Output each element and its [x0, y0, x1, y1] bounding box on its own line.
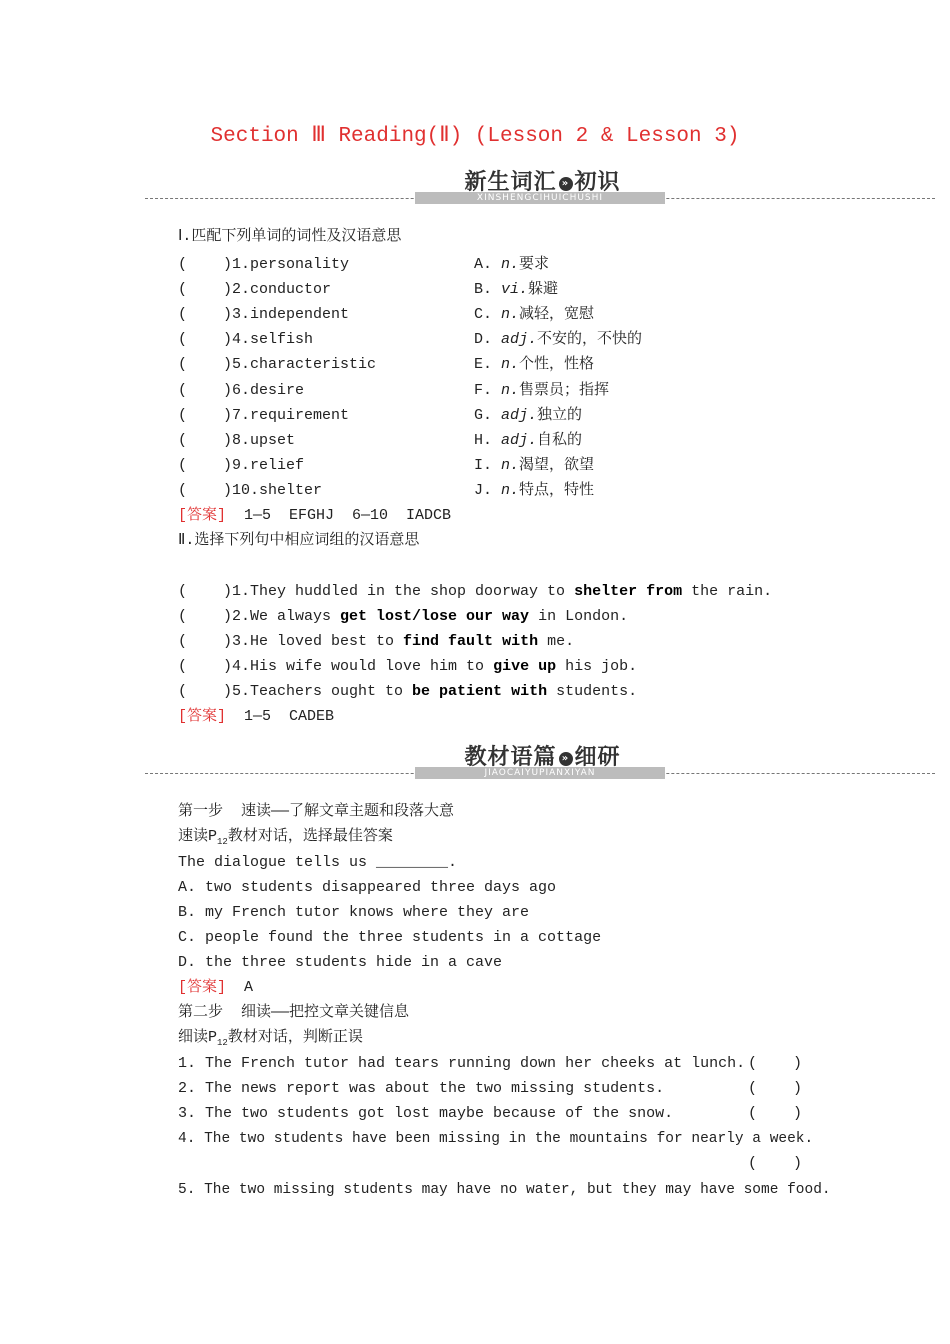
meaning-item: H. adj.自私的 — [474, 431, 583, 449]
step2-heading: 第二步 细读——把控文章关键信息 — [178, 1004, 410, 1021]
answer-bracket: ( ) — [748, 1105, 803, 1122]
meaning-item: C. n.减轻，宽慰 — [474, 306, 595, 324]
meaning-item: G. adj.独立的 — [474, 406, 583, 424]
meaning-item: F. n.售票员；指挥 — [474, 381, 610, 399]
option-item: C. people found the three students in a cottage — [178, 929, 602, 947]
sentence-item: ( )2.We always get lost/lose our way in London. — [178, 608, 629, 626]
part1-heading: Ⅰ.匹配下列单词的词性及汉语意思 — [178, 228, 402, 245]
word-item: ( )8.upset — [178, 431, 296, 449]
section-banner-vocabulary — [145, 165, 935, 205]
meaning-item: D. adj.不安的，不快的 — [474, 331, 643, 349]
meaning-item: B. vi.躲避 — [474, 281, 559, 299]
tf-item: 5. The two missing students may have no water, but they may have some food. — [178, 1182, 831, 1198]
option-item: D. the three students hide in a cave — [178, 954, 503, 972]
step1-instruction: 速读$P_{12}$教材对话，选择最佳答案 — [178, 828, 393, 847]
answer-line: [答案] 1—5 EFGHJ 6—10 IADCB — [178, 507, 452, 524]
chevron-right-icon: » — [559, 752, 573, 766]
answer-line: [答案] 1—5 CADEB — [178, 708, 335, 725]
word-item: ( )7.requirement — [178, 406, 350, 424]
sentence-item: ( )4.His wife would love him to give up his job. — [178, 658, 638, 676]
word-item: ( )2.conductor — [178, 281, 332, 299]
tf-item: 1. The French tutor had tears running down her cheeks at lunch. — [178, 1055, 746, 1072]
step1-question: The dialogue tells us ________. — [178, 854, 458, 871]
chevron-right-icon: » — [559, 177, 573, 191]
meaning-item: J. n.特点，特性 — [474, 481, 595, 499]
word-item: ( )5.characteristic — [178, 356, 377, 374]
step2-instruction: 细读$P_{12}$教材对话，判断正误 — [178, 1029, 363, 1048]
banner-subtitle: JIAOCAIYUPIANXIYAN — [415, 767, 665, 779]
answer-bracket: ( ) — [748, 1155, 803, 1172]
word-item: ( )4.selfish — [178, 331, 314, 349]
sentence-item: ( )3.He loved best to find fault with me. — [178, 633, 575, 651]
answer-bracket: ( ) — [748, 1055, 803, 1072]
meaning-item: A. n.要求 — [474, 256, 550, 273]
answer-line: [答案] A — [178, 979, 254, 996]
sentence-item: ( )5.Teachers ought to be patient with students. — [178, 683, 638, 701]
section-banner-text-study — [145, 740, 935, 780]
tf-item: 2. The news report was about the two missing students. — [178, 1080, 665, 1097]
banner-heading: 教材语篇 » 细研 — [464, 745, 621, 770]
option-item: B. my French tutor knows where they are — [178, 904, 530, 922]
tf-item: 4. The two students have been missing in the mountains for nearly a week. — [178, 1131, 814, 1147]
meaning-item: E. n.个性，性格 — [474, 356, 595, 374]
sentence-item: ( )1.They huddled in the shop doorway to shelter from the rain. — [178, 583, 773, 600]
word-item: ( )10.shelter — [178, 481, 323, 499]
option-item: A. two students disappeared three days ago — [178, 879, 557, 896]
answer-bracket: ( ) — [748, 1080, 803, 1097]
step1-heading: 第一步 速读——了解文章主题和段落大意 — [178, 803, 455, 820]
page-title: Section Ⅲ Reading(Ⅱ) (Lesson 2 & Lesson 3) — [210, 125, 740, 148]
meaning-item: I. n.渴望，欲望 — [474, 456, 595, 474]
word-item: ( )9.relief — [178, 456, 305, 474]
word-item: ( )6.desire — [178, 381, 305, 399]
word-item: ( )1.personality — [178, 256, 350, 273]
banner-subtitle: XINSHENGCIHUICHUSHI — [415, 192, 665, 204]
part2-heading: Ⅱ.选择下列句中相应词组的汉语意思 — [178, 532, 420, 549]
tf-item: 3. The two students got lost maybe because of the snow. — [178, 1105, 674, 1122]
word-item: ( )3.independent — [178, 306, 350, 324]
banner-heading: 新生词汇 » 初识 — [464, 170, 621, 195]
